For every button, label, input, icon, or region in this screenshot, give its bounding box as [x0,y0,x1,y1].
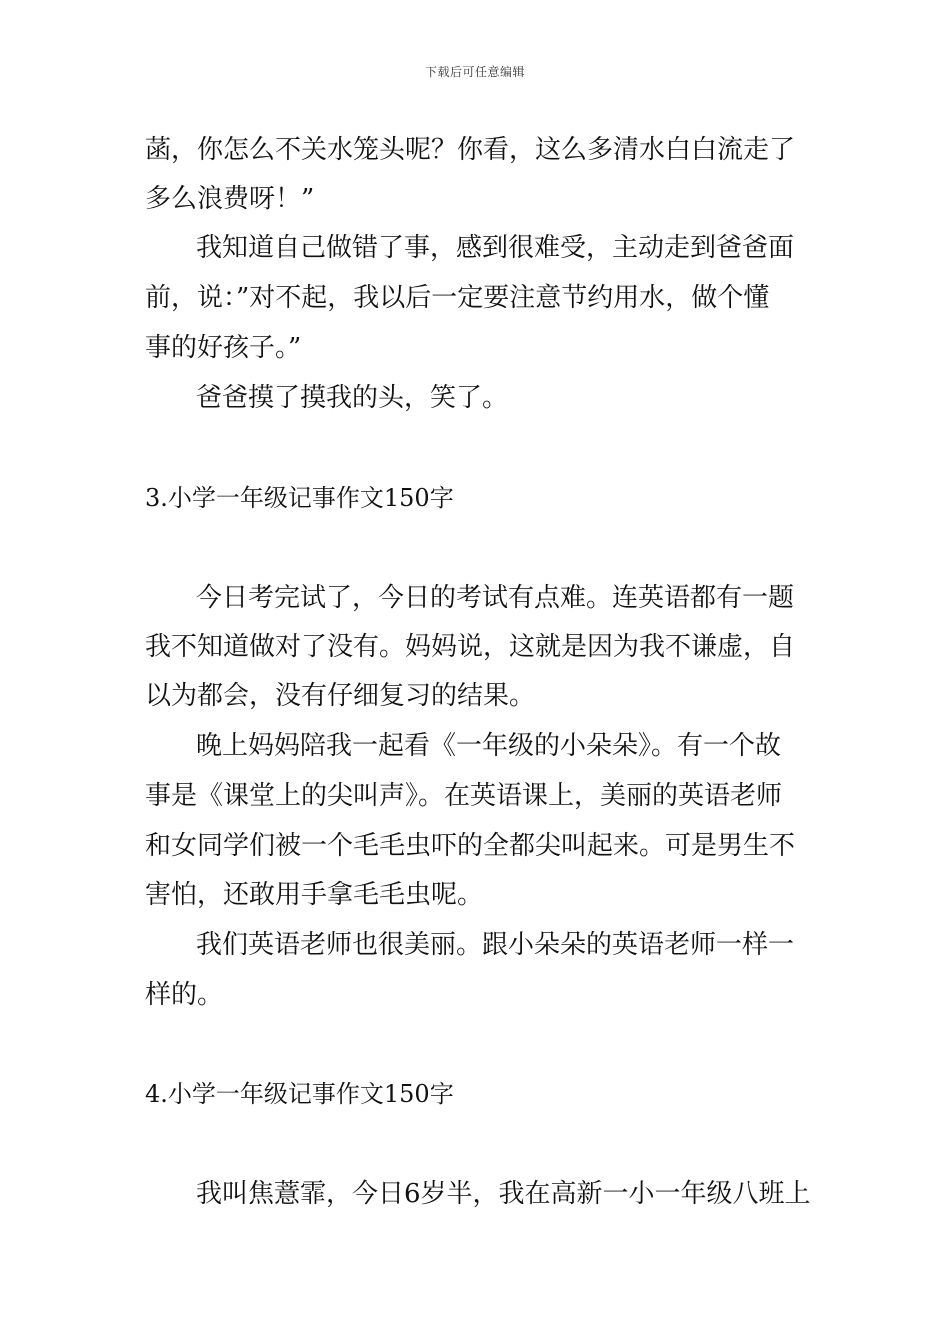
paragraph-line: 以为都会，没有仔细复习的结果。 [145,681,536,711]
paragraph-line: 事的好孩子。” [145,333,302,363]
paragraph-line: 晚上妈妈陪我一起看《一年级的小朵朵》。有一个故 [196,731,782,761]
paragraph-line: 我不知道做对了没有。妈妈说，这就是因为我不谦虚，自 [145,632,796,662]
paragraph-line: 事是《课堂上的尖叫声》。在英语课上，美丽的英语老师 [145,781,783,811]
paragraph-line: 我知道自己做错了事，感到很难受，主动走到爸爸面 [196,233,795,263]
paragraph-line: 爸爸摸了摸我的头，笑了。 [196,383,509,413]
paragraph-line: 我叫焦薏霏，今日6岁半，我在高新一小一年级八班上 [196,1179,811,1209]
page-header: 下载后可任意编辑 [424,65,525,79]
paragraph-line: 和女同学们被一个毛毛虫吓的全都尖叫起来。可是男生不 [145,831,796,861]
paragraph-line: 样的。 [145,980,224,1010]
paragraph-line: 前，说：”对不起，我以后一定要注意节约用水，做个懂 [145,283,770,313]
paragraph-line: 菡，你怎么不关水笼头呢？你看，这么多清水白白流走了 [145,135,796,165]
paragraph-line: 我们英语老师也很美丽。跟小朵朵的英语老师一样一 [196,930,795,960]
paragraph-line: 今日考完试了，今日的考试有点难。连英语都有一题 [196,583,795,613]
paragraph-line: 多么浪费呀！” [145,184,315,214]
section-heading: 4.小学一年级记事作文150字 [145,1080,454,1108]
section-heading: 3.小学一年级记事作文150字 [145,484,454,512]
paragraph-line: 害怕，还敢用手拿毛毛虫呢。 [145,880,484,910]
